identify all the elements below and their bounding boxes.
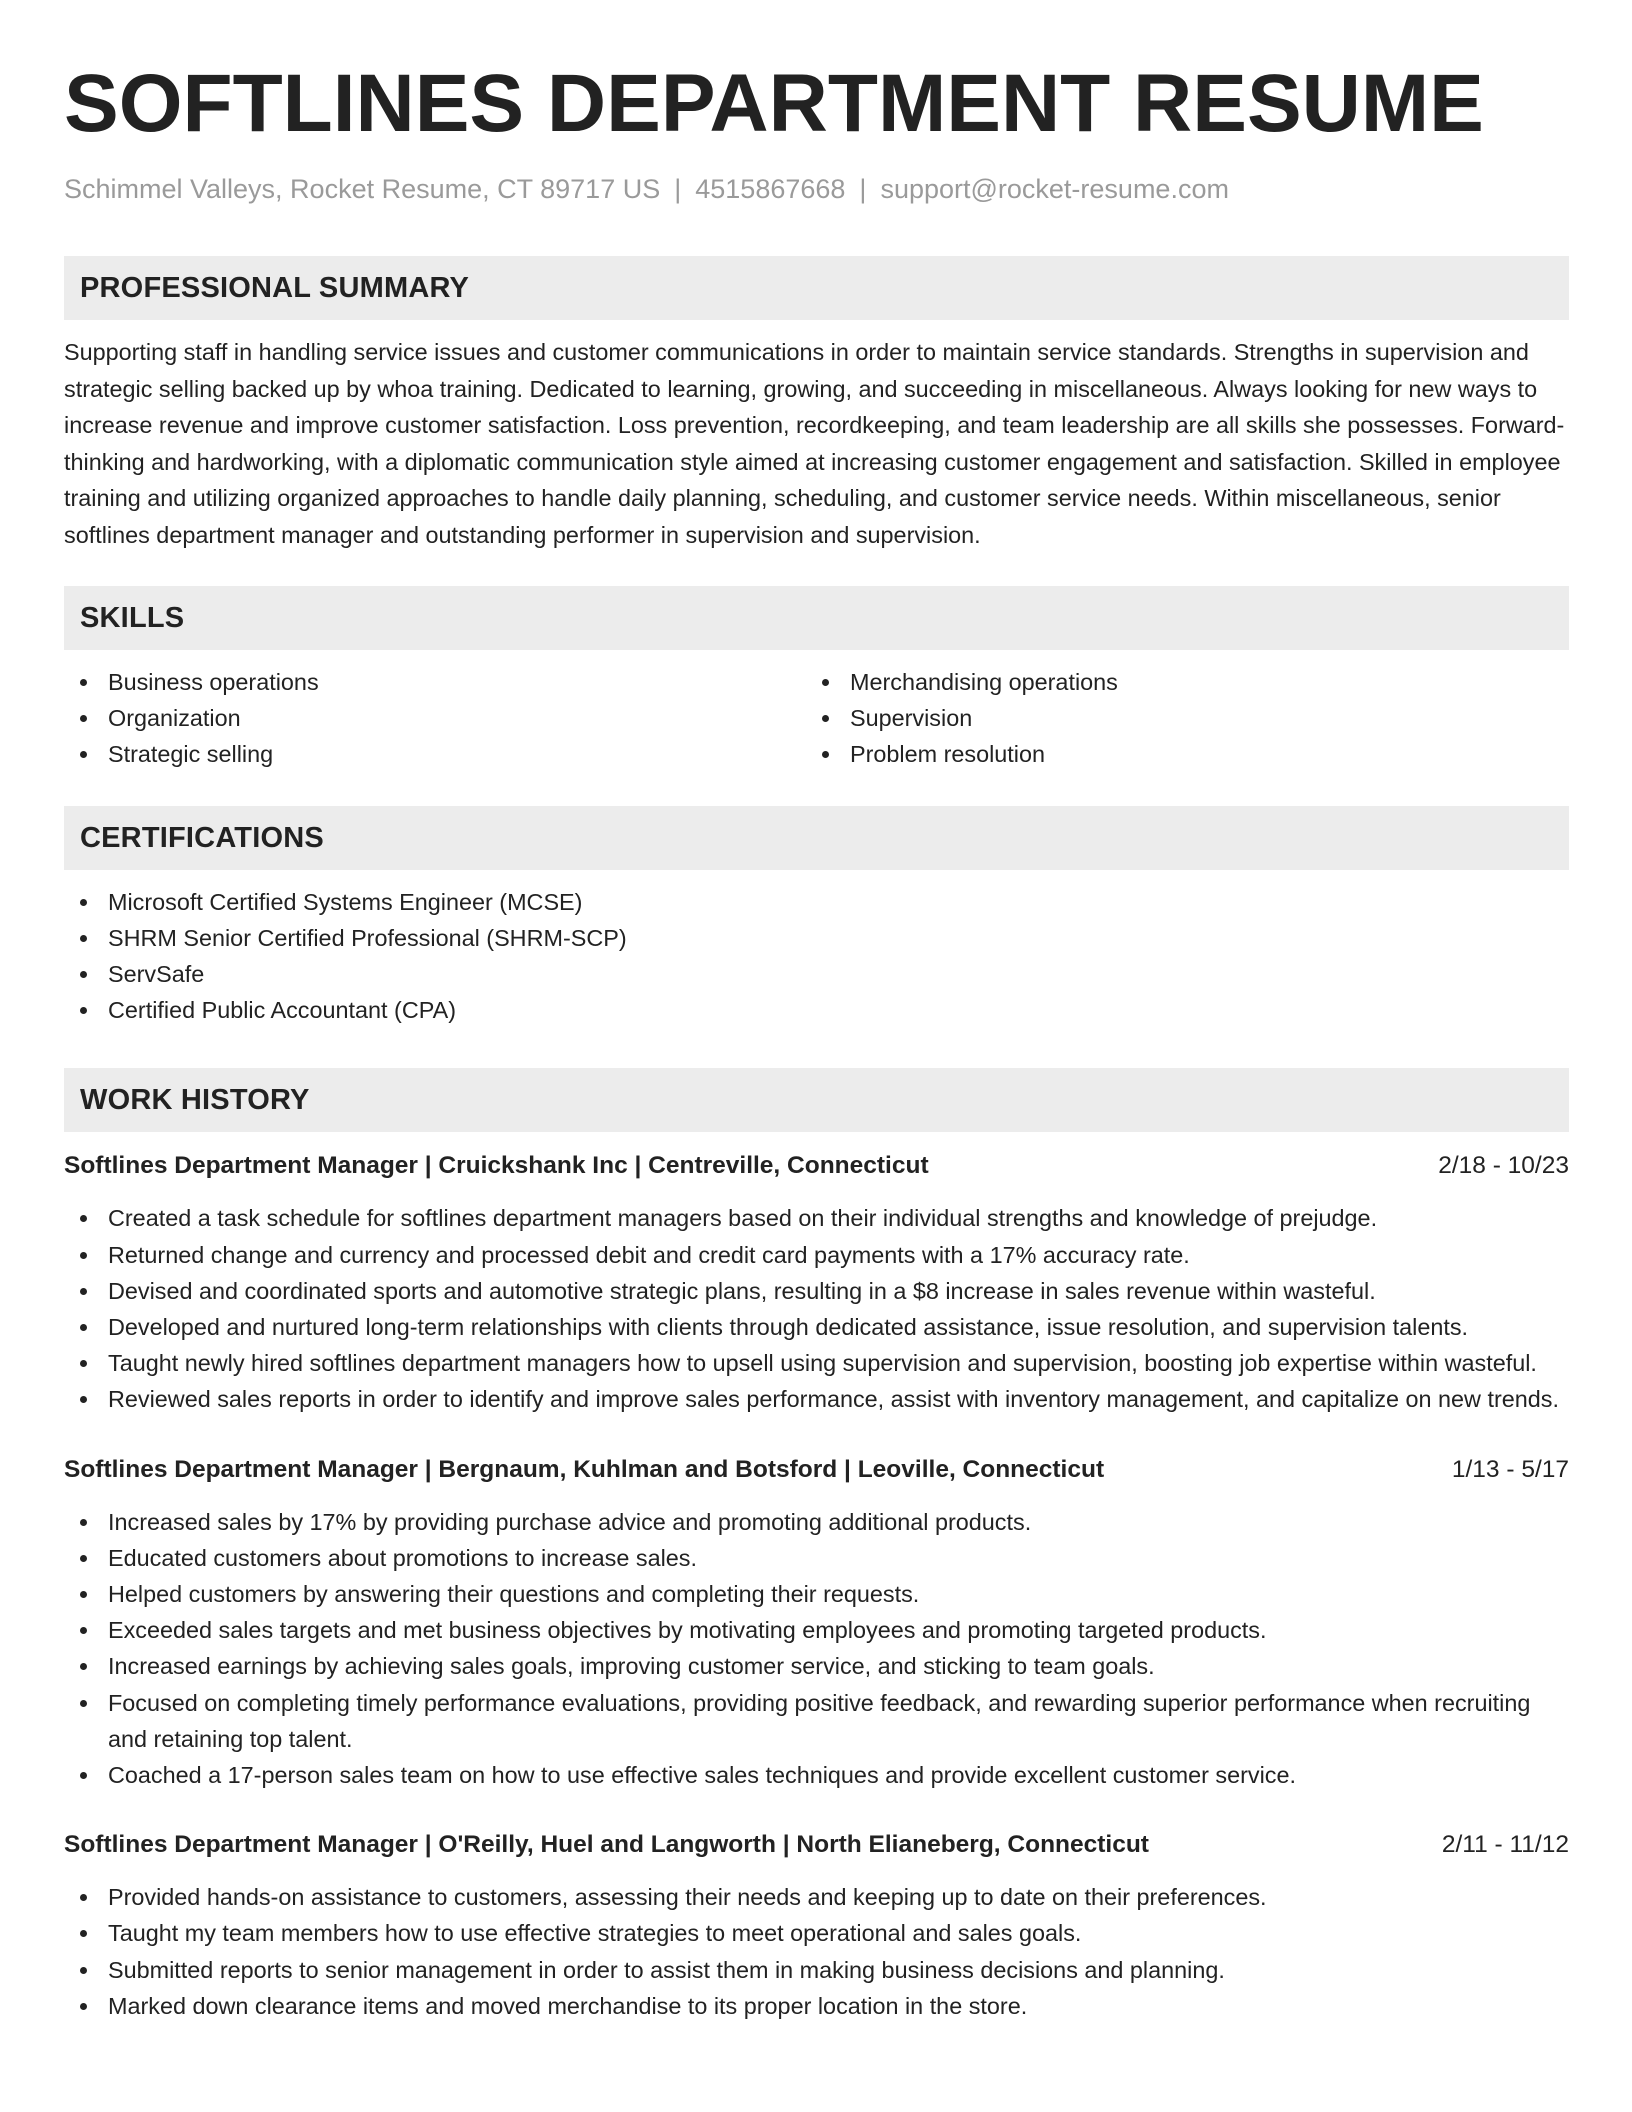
section-heading-skills: SKILLS (64, 586, 1569, 650)
job-bullet: Educated customers about promotions to increase sales. (64, 1540, 1569, 1576)
certification-item: Microsoft Certified Systems Engineer (MCSE) (64, 884, 1569, 920)
contact-email: support@rocket-resume.com (880, 174, 1229, 204)
section-heading-certifications: CERTIFICATIONS (64, 806, 1569, 870)
certifications-list (64, 884, 1569, 1029)
contact-address: Schimmel Valleys, Rocket Resume, CT 89717 US (64, 174, 661, 204)
job-bullet: Marked down clearance items and moved merchandise to its proper location in the store. (64, 1988, 1569, 2024)
resume-page (64, 0, 1569, 2024)
job-bullet: Reviewed sales reports in order to identify and improve sales performance, assist with inventory management, and capitalize on new trends. (64, 1381, 1569, 1417)
job-bullet: Developed and nurtured long-term relationships with clients through dedicated assistance, issue resolution, and supervision talents. (64, 1309, 1569, 1345)
job-dates: 2/11 - 11/12 (1441, 1831, 1569, 1859)
certification-item: Certified Public Accountant (CPA) (64, 992, 1569, 1028)
skill-item: Organization (64, 700, 806, 736)
job-bullets (64, 1200, 1569, 1417)
job-bullet: Increased sales by 17% by providing purchase advice and promoting additional products. (64, 1504, 1569, 1540)
skill-item: Strategic selling (64, 736, 806, 772)
job-bullet: Submitted reports to senior management in order to assist them in making business decisions and planning. (64, 1952, 1569, 1988)
skills-list-right (806, 664, 1548, 773)
job-bullet: Coached a 17-person sales team on how to use effective sales techniques and provide excellent customer service. (64, 1757, 1569, 1793)
job-bullet: Created a task schedule for softlines department managers based on their individual strengths and knowledge of prejudge. (64, 1200, 1569, 1236)
job-bullets (64, 1504, 1569, 1794)
job-entry (64, 1452, 1569, 1794)
section-heading-summary: PROFESSIONAL SUMMARY (64, 256, 1569, 320)
job-title: Softlines Department Manager | O'Reilly, Huel and Langworth | North Elianeberg, Connecticut (64, 1831, 1149, 1859)
section-heading-work-history: WORK HISTORY (64, 1068, 1569, 1132)
job-bullet: Focused on completing timely performance evaluations, providing positive feedback, and rewarding superior performance when recruiting and retaining top talent. (64, 1685, 1569, 1757)
skills-grid (64, 664, 1569, 773)
job-bullet: Taught my team members how to use effective strategies to meet operational and sales goals. (64, 1915, 1569, 1951)
job-bullet: Helped customers by answering their questions and completing their requests. (64, 1576, 1569, 1612)
job-bullets (64, 1879, 1569, 2024)
skill-item: Problem resolution (806, 736, 1548, 772)
job-bullet: Increased earnings by achieving sales goals, improving customer service, and sticking to team goals. (64, 1648, 1569, 1684)
job-dates: 2/18 - 10/23 (1438, 1152, 1569, 1180)
job-bullet: Provided hands-on assistance to customers, assessing their needs and keeping up to date on their preferences. (64, 1879, 1569, 1915)
job-header (64, 1452, 1569, 1488)
resume-title: SOFTLINES DEPARTMENT RESUME (64, 58, 1484, 149)
job-header (64, 1148, 1569, 1184)
job-bullet: Exceeded sales targets and met business objectives by motivating employees and promoting targeted products. (64, 1612, 1569, 1648)
certification-item: ServSafe (64, 956, 1569, 992)
skills-list-left (64, 664, 806, 773)
contact-phone: 4515867668 (695, 174, 846, 204)
contact-line (64, 172, 1569, 206)
skill-item: Merchandising operations (806, 664, 1548, 700)
job-dates: 1/13 - 5/17 (1451, 1455, 1569, 1483)
contact-separator: | (674, 174, 682, 204)
certification-item: SHRM Senior Certified Professional (SHRM-SCP) (64, 920, 1569, 956)
job-bullet: Returned change and currency and processed debit and credit card payments with a 17% accuracy rate. (64, 1237, 1569, 1273)
skill-item: Business operations (64, 664, 806, 700)
job-entry (64, 1148, 1569, 1417)
skill-item: Supervision (806, 700, 1548, 736)
summary-text: Supporting staff in handling service issues and customer communications in order to maintain service standards. Strengths in supervision and strategic selling backed up by whoa training. Dedicated to learning, growing, and succeeding in miscellaneous. Always looking for new ways to increase revenue and improve customer satisfaction. Loss prevention, recordkeeping, and team leadership are all skills she possesses. Forward-thinking and hardworking, with a diplomatic communication style aimed at increasing customer engagement and satisfaction. Skilled in employee training and utilizing organized approaches to handle daily planning, scheduling, and customer service needs. Within miscellaneous, senior softlines department manager and outstanding performer in supervision and supervision. (64, 339, 1565, 548)
job-bullet: Devised and coordinated sports and automotive strategic plans, resulting in a $8 increase in sales revenue within wasteful. (64, 1273, 1569, 1309)
job-header (64, 1827, 1569, 1863)
job-bullet: Taught newly hired softlines department managers how to upsell using supervision and supervision, boosting job expertise within wasteful. (64, 1345, 1569, 1381)
contact-separator: | (859, 174, 867, 204)
job-title: Softlines Department Manager | Cruickshank Inc | Centreville, Connecticut (64, 1152, 929, 1180)
job-entry (64, 1827, 1569, 2024)
job-title: Softlines Department Manager | Bergnaum, Kuhlman and Botsford | Leoville, Connecticut (64, 1455, 1105, 1483)
